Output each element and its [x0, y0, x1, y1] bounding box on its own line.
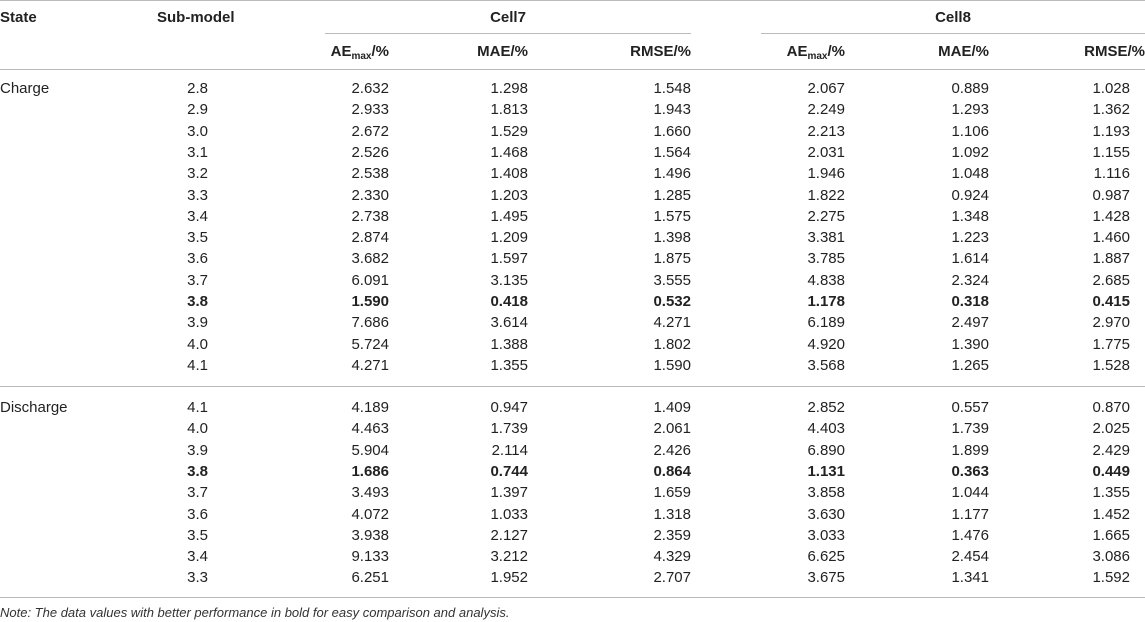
cell8-aemax-value: 3.630: [807, 505, 845, 523]
cell8-rmse-value: 1.665: [1092, 526, 1130, 544]
cell7-mae-value: 1.408: [490, 165, 528, 183]
cell7-mae-value: 3.135: [490, 271, 528, 289]
sub-model-value: 3.4: [187, 548, 208, 566]
cell7-rmse-value: 4.271: [653, 314, 691, 332]
cell7-aemax-value: 2.738: [351, 207, 389, 225]
cell8-aemax-value: 4.403: [807, 420, 845, 438]
cell7-aemax-value: 3.938: [351, 526, 389, 544]
sub-model-value: 3.3: [187, 186, 208, 204]
cell8-rmse-value: 1.428: [1092, 207, 1130, 225]
cell7-rmse-value: 1.943: [653, 101, 691, 119]
sub-model-value: 3.3: [187, 569, 208, 587]
cell7-rmse-value: 1.409: [653, 399, 691, 416]
cell7-aemax-value: 2.672: [351, 122, 389, 140]
cell8-rmse-value: 2.025: [1092, 420, 1130, 438]
cell7-aemax-value: 4.463: [351, 420, 389, 438]
cell7-mae-value: 1.529: [490, 122, 528, 140]
cell7-mae-value: 1.739: [490, 420, 528, 438]
cell7-aemax-value: 4.271: [351, 356, 389, 374]
header-cell8-rmse: RMSE/%: [1084, 43, 1145, 60]
cell8-mae-value: 1.476: [951, 526, 989, 544]
cell7-mae-value: 1.209: [490, 229, 528, 247]
cell7-aemax-value: 6.091: [351, 271, 389, 289]
sub-model-value: 3.6: [187, 250, 208, 268]
cell8-aemax-value: 3.033: [807, 526, 845, 544]
cell7-aemax-value: 2.526: [351, 143, 389, 161]
cell7-mae-value: 1.033: [490, 505, 528, 523]
cell8-aemax-value: 4.920: [807, 335, 845, 353]
cell7-aemax-value: 1.686: [351, 462, 389, 480]
cell8-aemax-value: 4.838: [807, 271, 845, 289]
cell8-mae-value: 1.223: [951, 229, 989, 247]
cell8-aemax-value: 6.189: [807, 314, 845, 332]
sub-model-value: 4.1: [187, 399, 208, 416]
cell7-aemax-value: 1.590: [351, 293, 389, 310]
cell8-aemax-value: 2.275: [807, 207, 845, 225]
sub-model-value: 3.9: [187, 314, 208, 332]
cell7-rmse-value: 1.875: [653, 250, 691, 268]
cell7-rmse-value: 1.590: [653, 356, 691, 374]
sub-model-value: 3.5: [187, 229, 208, 247]
cell7-rmse-value: 2.707: [653, 569, 691, 587]
cell7-rmse-value: 3.555: [653, 271, 691, 289]
header-state: State: [0, 9, 37, 26]
cell8-rmse-value: 1.028: [1092, 80, 1130, 97]
cell8-rmse-value: 0.987: [1092, 186, 1130, 204]
sub-model-value: 3.4: [187, 207, 208, 225]
cell7-mae-value: 2.127: [490, 526, 528, 544]
cell8-aemax-value: 3.858: [807, 484, 845, 502]
cell7-rmse-value: 1.318: [653, 505, 691, 523]
cell7-mae-value: 1.388: [490, 335, 528, 353]
cell8-mae-value: 0.889: [951, 80, 989, 97]
cell7-rmse-value: 2.426: [653, 441, 691, 459]
cell7-mae-value: 1.203: [490, 186, 528, 204]
cell8-rmse-value: 1.528: [1092, 356, 1130, 374]
cell7-aemax-value: 6.251: [351, 569, 389, 587]
cell8-rmse-value: 2.970: [1092, 314, 1130, 332]
cell7-rmse-value: 1.285: [653, 186, 691, 204]
cell7-mae-value: 1.468: [490, 143, 528, 161]
cell8-rmse-value: 1.592: [1092, 569, 1130, 587]
cell7-mae-value: 1.397: [490, 484, 528, 502]
cell8-aemax-value: 2.067: [807, 80, 845, 97]
cell7-mae-value: 1.952: [490, 569, 528, 587]
sub-model-value: 3.0: [187, 122, 208, 140]
cell8-rmse-value: 0.449: [1092, 462, 1130, 480]
cell7-rmse-value: 1.660: [653, 122, 691, 140]
cell7-mae-value: 1.355: [490, 356, 528, 374]
cell8-rmse-value: 0.870: [1092, 399, 1130, 416]
header-cell7-mae: MAE/%: [477, 43, 528, 60]
header-sub-model: Sub-model: [157, 9, 235, 26]
cell8-mae-value: 1.341: [951, 569, 989, 587]
cell8-mae-value: 2.454: [951, 548, 989, 566]
cell7-aemax-value: 4.072: [351, 505, 389, 523]
cell7-rmse-value: 1.802: [653, 335, 691, 353]
state-label: Charge: [0, 80, 50, 97]
cell7-aemax-value: 5.724: [351, 335, 389, 353]
cell8-mae-value: 1.177: [951, 505, 989, 523]
state-label: Discharge: [0, 399, 68, 416]
cell8-rmse-value: 2.429: [1092, 441, 1130, 459]
cell8-aemax-value: 1.822: [807, 186, 845, 204]
cell8-mae-value: 1.265: [951, 356, 989, 374]
header-cell8-mae: MAE/%: [938, 43, 989, 60]
cell8-aemax-value: 1.178: [807, 293, 845, 310]
cell7-rmse-value: 2.359: [653, 526, 691, 544]
cell8-mae-value: 0.363: [951, 462, 989, 480]
cell8-mae-value: 1.348: [951, 207, 989, 225]
cell8-mae-value: 1.899: [951, 441, 989, 459]
cell8-rmse-value: 1.362: [1092, 101, 1130, 119]
cell8-rmse-value: 1.355: [1092, 484, 1130, 502]
sub-model-value: 3.8: [187, 462, 208, 480]
cell7-aemax-value: 2.330: [351, 186, 389, 204]
cell7-aemax-value: 2.933: [351, 101, 389, 119]
sub-model-value: 2.9: [187, 101, 208, 119]
sub-model-value: 3.5: [187, 526, 208, 544]
cell7-rmse-value: 1.496: [653, 165, 691, 183]
cell7-mae-value: 2.114: [491, 441, 528, 459]
cell7-rmse-value: 1.564: [653, 143, 691, 161]
cell8-rmse-value: 1.193: [1092, 122, 1130, 140]
header-bottom-rule: [0, 69, 1145, 70]
cell7-rmse-value: 1.548: [653, 80, 691, 97]
cell7-rmse-value: 1.398: [653, 229, 691, 247]
cell7-aemax-value: 2.632: [351, 80, 389, 97]
cell8-aemax-value: 2.213: [807, 122, 845, 140]
cell8-group-rule: [761, 33, 1145, 34]
cell8-rmse-value: 1.460: [1092, 229, 1130, 247]
cell8-aemax-value: 3.785: [807, 250, 845, 268]
cell7-aemax-value: 2.538: [351, 165, 389, 183]
cell8-aemax-value: 3.568: [807, 356, 845, 374]
cell8-mae-value: 1.390: [951, 335, 989, 353]
cell8-rmse-value: 3.086: [1092, 548, 1130, 566]
cell8-mae-value: 2.324: [951, 271, 989, 289]
table-bottom-rule: [0, 597, 1145, 598]
sub-model-value: 3.1: [187, 143, 208, 161]
cell8-mae-value: 1.739: [951, 420, 989, 438]
cell8-rmse-value: 0.415: [1092, 293, 1130, 310]
sub-model-value: 4.1: [187, 356, 208, 374]
sub-model-value: 3.2: [187, 165, 208, 183]
cell8-aemax-value: 6.890: [807, 441, 845, 459]
cell8-aemax-value: 2.249: [807, 101, 845, 119]
cell7-rmse-value: 2.061: [653, 420, 691, 438]
cell7-group-rule: [325, 33, 691, 34]
cell7-mae-value: 1.495: [490, 207, 528, 225]
cell7-aemax-value: 9.133: [351, 548, 389, 566]
cell8-aemax-value: 3.381: [807, 229, 845, 247]
group-separator-rule: [0, 386, 1145, 387]
cell8-mae-value: 1.293: [951, 101, 989, 119]
cell8-aemax-value: 3.675: [807, 569, 845, 587]
table-note: Note: The data values with better performance in bold for easy comparison and analysis.: [0, 605, 510, 620]
sub-model-value: 3.8: [187, 293, 208, 310]
cell7-aemax-value: 4.189: [351, 399, 389, 416]
cell7-aemax-value: 7.686: [351, 314, 389, 332]
cell7-mae-value: 1.597: [490, 250, 528, 268]
cell8-aemax-value: 2.031: [807, 143, 845, 161]
cell8-mae-value: 1.092: [951, 143, 989, 161]
cell8-rmse-value: 1.155: [1092, 143, 1130, 161]
sub-model-value: 2.8: [187, 80, 208, 97]
sub-model-value: 3.7: [187, 271, 208, 289]
cell8-rmse-value: 2.685: [1092, 271, 1130, 289]
cell7-mae-value: 3.212: [490, 548, 528, 566]
cell7-mae-value: 3.614: [490, 314, 528, 332]
sub-model-value: 3.7: [187, 484, 208, 502]
cell7-mae-value: 0.744: [490, 462, 528, 480]
cell7-mae-value: 1.298: [490, 80, 528, 97]
header-cell8: Cell8: [935, 9, 971, 26]
cell8-rmse-value: 1.887: [1092, 250, 1130, 268]
cell7-rmse-value: 0.532: [653, 293, 691, 310]
table-top-rule: [0, 0, 1145, 1]
cell7-rmse-value: 4.329: [653, 548, 691, 566]
header-cell7-aemax: $AE_{max}/\%$: [330, 43, 389, 62]
cell7-rmse-value: 1.575: [653, 207, 691, 225]
cell7-aemax-value: 5.904: [351, 441, 389, 459]
cell8-rmse-value: 1.452: [1092, 505, 1130, 523]
cell7-aemax-value: 3.682: [351, 250, 389, 268]
cell8-mae-value: 1.614: [951, 250, 989, 268]
cell7-aemax-value: 2.874: [351, 229, 389, 247]
header-cell7: Cell7: [490, 9, 526, 26]
cell8-aemax-value: 1.946: [807, 165, 845, 183]
cell8-aemax-value: 1.131: [807, 462, 845, 480]
cell8-aemax-value: 6.625: [807, 548, 845, 566]
header-cell8-aemax: $AE_{max}/\%$: [786, 43, 845, 62]
cell7-aemax-value: 3.493: [351, 484, 389, 502]
cell8-mae-value: 0.557: [951, 399, 989, 416]
cell8-aemax-value: 2.852: [807, 399, 845, 416]
sub-model-value: 4.0: [187, 420, 208, 438]
sub-model-value: 3.9: [187, 441, 208, 459]
header-cell7-rmse: RMSE/%: [630, 43, 691, 60]
cell8-mae-value: 2.497: [951, 314, 989, 332]
sub-model-value: 4.0: [187, 335, 208, 353]
cell8-mae-value: 1.048: [951, 165, 989, 183]
cell8-mae-value: 0.318: [951, 293, 989, 310]
cell7-rmse-value: 0.864: [653, 462, 691, 480]
cell8-mae-value: 1.106: [951, 122, 989, 140]
cell8-rmse-value: 1.116: [1093, 165, 1130, 183]
cell7-mae-value: 1.813: [490, 101, 528, 119]
cell7-mae-value: 0.418: [490, 293, 528, 310]
sub-model-value: 3.6: [187, 505, 208, 523]
cell8-mae-value: 0.924: [951, 186, 989, 204]
cell8-mae-value: 1.044: [951, 484, 989, 502]
cell7-mae-value: 0.947: [490, 399, 528, 416]
cell8-rmse-value: 1.775: [1092, 335, 1130, 353]
cell7-rmse-value: 1.659: [653, 484, 691, 502]
